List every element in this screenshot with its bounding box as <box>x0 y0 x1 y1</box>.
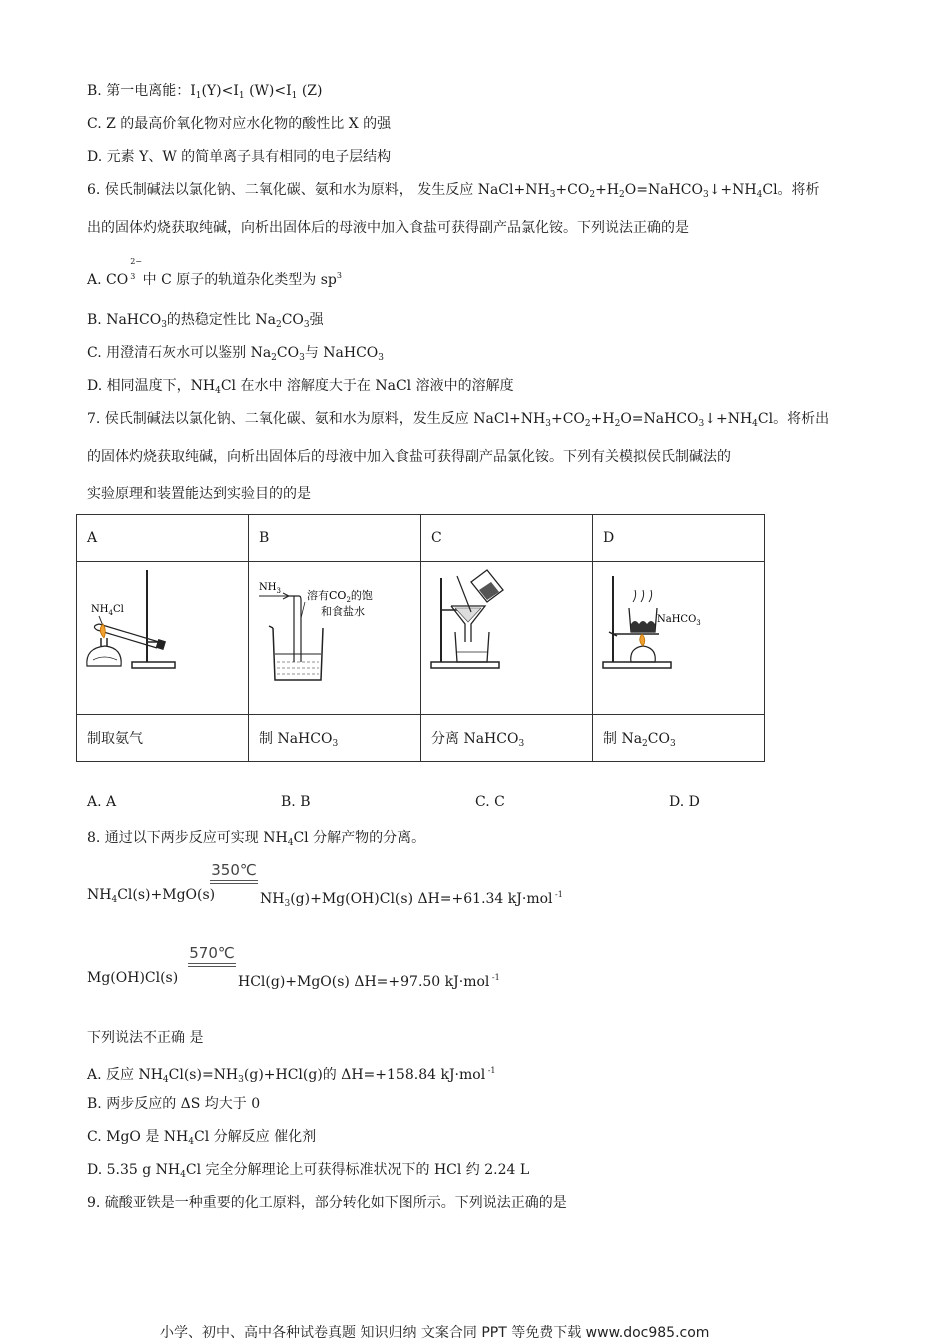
q8-prompt: 下列说法不正确 是 <box>87 1030 204 1046</box>
figure-cell-c <box>421 562 593 715</box>
fig-b-gas-label: $NH_3$ <box>259 582 281 595</box>
q7-options-table <box>76 514 765 762</box>
fig-a-label: $NH_4Cl$ <box>91 604 124 617</box>
q7-stem-line2: 的固体灼烧获取纯碱，向析出固体后的母液中加入食盐可获得副产品氯化铵。下列有关模拟侯氏制碱法的 <box>87 449 731 465</box>
page-footer: 小学、初中、高中各种试卷真题 知识归纳 文案合同 PPT 等免费下载 www.doc985.com <box>160 1325 710 1341</box>
q6-option-c: C. 用澄清石灰水可以鉴别 $Na_2CO_3$与 NaHCO$_3$ <box>87 345 385 363</box>
q6-option-a: A. CO 2− 3 中 C 原子的轨道杂化类型为 $sp^3$ <box>87 257 342 288</box>
figure-cell-b <box>249 562 421 715</box>
caption-c: 分离 NaHCO$_3$ <box>421 715 593 762</box>
caption-a: 制取氨气 <box>77 715 249 762</box>
fig-d-label: NaHCO$_3$ <box>657 614 701 627</box>
q7-stem-line1: 7. 侯氏制碱法以氯化钠、二氧化碳、氨和水为原料，发生反应 $NaCl+NH_3+CO_2+H_2O=NaHCO_3↓+NH_4Cl$。将析出 <box>87 411 830 429</box>
fig-b-solution-label-2: 和食盐水 <box>321 605 365 618</box>
apparatus-d-heating-nahco3 <box>593 562 764 710</box>
col-header-b: B <box>249 515 421 562</box>
answer-d[interactable]: D. D <box>669 794 700 810</box>
q6-stem-line1: 6. 侯氏制碱法以氯化钠、二氧化碳、氨和水为原料， 发生反应 $NaCl+NH_3+CO_2+H_2O=NaHCO_3↓+NH_4Cl$。将析 <box>87 182 820 200</box>
answer-a[interactable]: A. A <box>87 794 117 810</box>
q8-equation-2-condition: 570℃ <box>188 945 236 967</box>
q8-equation-2-left: Mg(OH)Cl(s) <box>87 970 179 986</box>
apparatus-a-heating-nh4cl <box>77 562 248 710</box>
q8-option-a: A. 反应 $NH_4Cl(s)=NH_3(g)+HCl(g)$的 ΔH=+158.84 kJ·mol $^{-1}$ <box>87 1066 496 1085</box>
col-header-a: A <box>77 515 249 562</box>
q8-option-c: C. MgO 是 $NH_4Cl$ 分解反应 催化剂 <box>87 1129 317 1147</box>
q9-stem: 9. 硫酸亚铁是一种重要的化工原料，部分转化如下图所示。下列说法正确的是 <box>87 1195 567 1211</box>
q8-option-d: D. 5.35 g $NH_4Cl$ 完全分解理论上可获得标准状况下的 HCl 约 2.24 L <box>87 1162 530 1180</box>
caption-b: 制 NaHCO$_3$ <box>249 715 421 762</box>
q5-option-c: C. Z 的最高价氧化物对应水化物的酸性比 X 的强 <box>87 116 392 132</box>
q7-stem-line3: 实验原理和装置能达到实验目的的是 <box>87 486 311 502</box>
q6-option-b: B. NaHCO$_3$的热稳定性比 $Na_2CO_3$强 <box>87 312 324 330</box>
q8-stem: 8. 通过以下两步反应可实现 $NH_4Cl$ 分解产物的分离。 <box>87 830 426 848</box>
answer-b[interactable]: B. B <box>281 794 311 810</box>
apparatus-c-filtration <box>421 562 592 710</box>
q6-option-d: D. 相同温度下，$NH_4Cl$ 在水中 溶解度大于在 NaCl 溶液中的溶解度 <box>87 378 514 396</box>
apparatus-b-gas-into-brine <box>249 562 420 710</box>
figure-cell-a <box>77 562 249 715</box>
q8-option-b: B. 两步反应的 ΔS 均大于 0 <box>87 1096 261 1112</box>
col-header-c: C <box>421 515 593 562</box>
q5-option-b: B. 第一电离能：$I_1(Y)<I_1$ $(W)<I_1$ (Z) <box>87 83 323 101</box>
q8-equation-2-right: HCl(g)+MgO(s) ΔH=+97.50 kJ·mol $^{-1}$ <box>238 973 500 990</box>
q8-equation-1-condition: 350℃ <box>210 862 258 884</box>
col-header-d: D <box>593 515 765 562</box>
q6-stem-line2: 出的固体灼烧获取纯碱，向析出固体后的母液中加入食盐可获得副产品氯化铵。下列说法正确的是 <box>87 220 689 236</box>
q8-equation-1-left: $NH_4Cl(s)+MgO(s)$ <box>87 887 216 905</box>
answer-c[interactable]: C. C <box>475 794 505 810</box>
q8-equation-1-right: $NH_3(g)+Mg(OH)Cl(s)$ ΔH=+61.34 kJ·mol $^{-1}$ <box>260 890 563 909</box>
caption-d: 制 $Na_2CO_3$ <box>593 715 765 762</box>
fig-b-solution-label-1: 溶有$CO_2$的饱 <box>307 589 373 604</box>
figure-cell-d <box>593 562 765 715</box>
q5-option-d: D. 元素 Y、W 的简单离子具有相同的电子层结构 <box>87 149 392 165</box>
